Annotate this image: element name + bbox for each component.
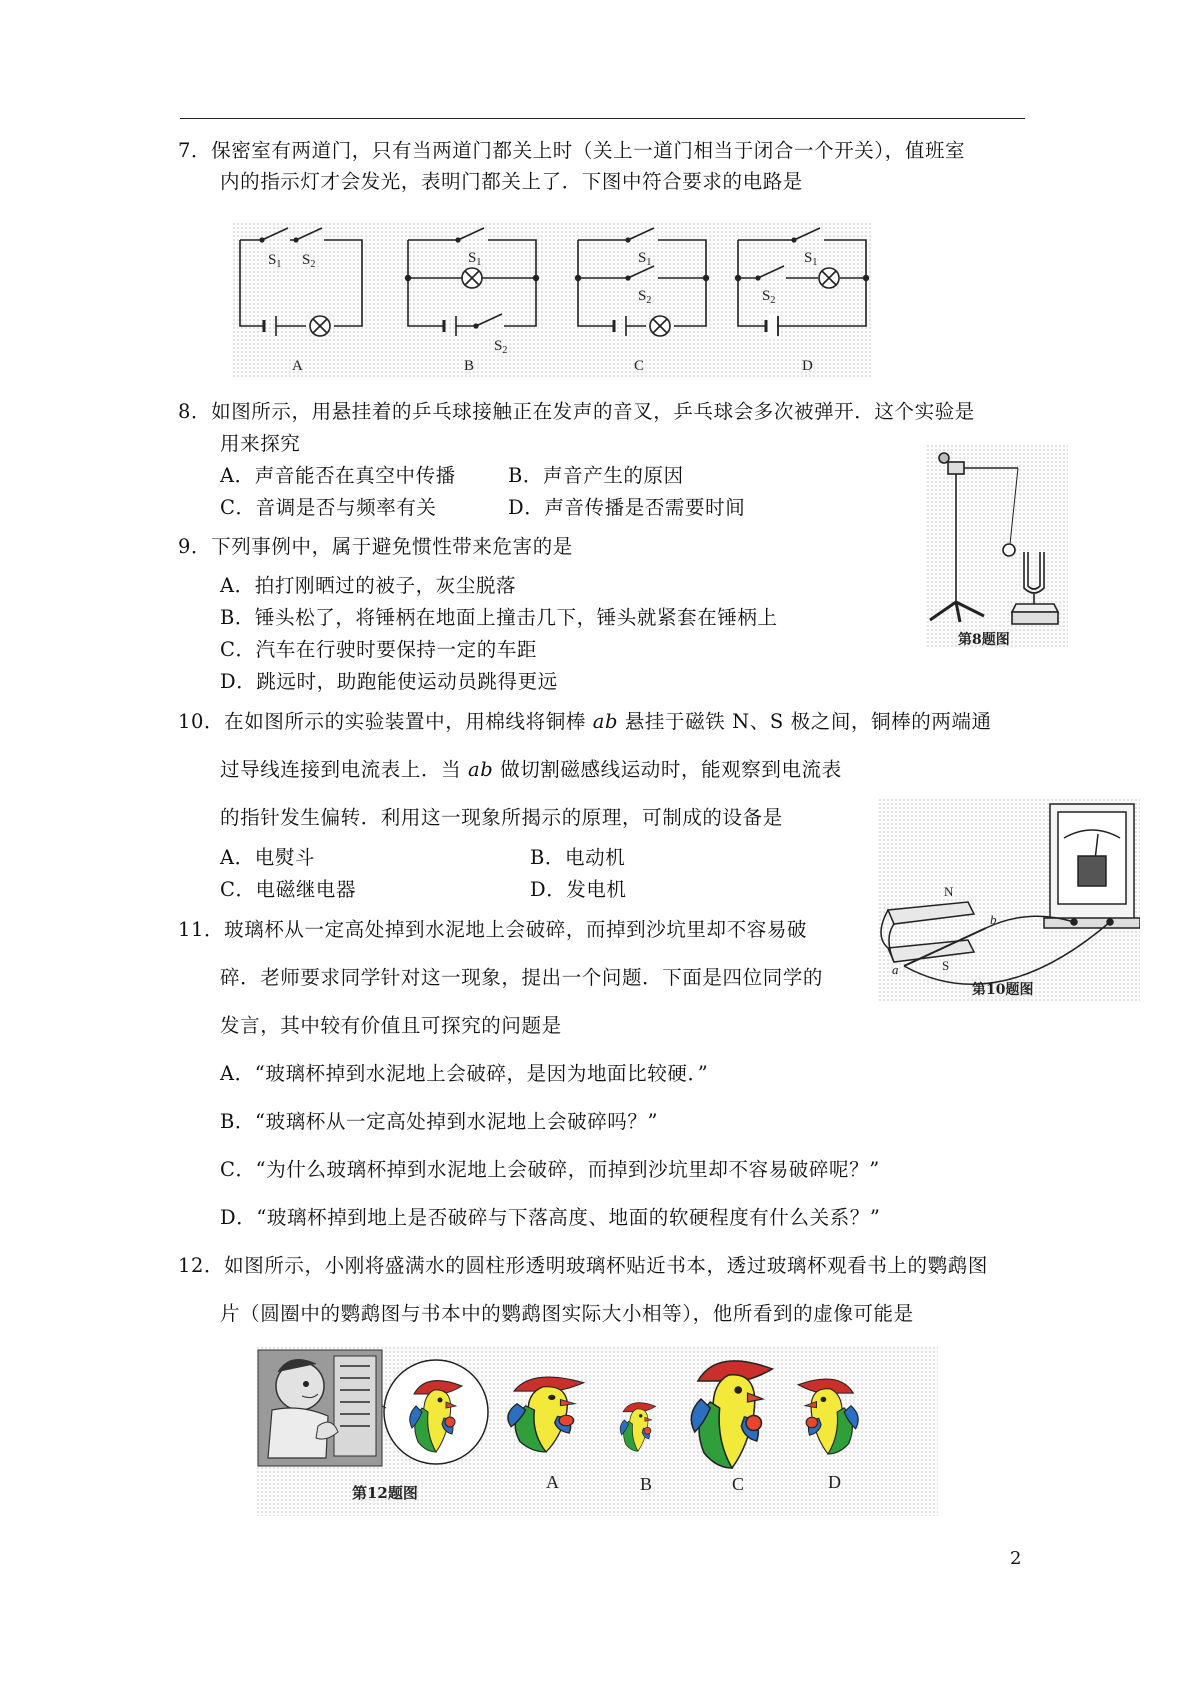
q10-line2-part3: 做切割磁感线运动时，能观察到电流表	[493, 758, 842, 781]
q7-a-s2-label: $S_2$	[302, 252, 316, 270]
q7-circuit-diagrams	[232, 222, 872, 378]
q10-label-n: N	[944, 884, 954, 899]
page-number: 2	[1010, 1548, 1022, 1569]
q12-label-c: C	[732, 1474, 745, 1494]
q10-stem-line1	[178, 708, 992, 736]
q8-stem-line1: 8．如图所示，用悬挂着的乒乓球接触正在发声的音叉，乒乓球会多次被弹开．这个实验是	[178, 400, 975, 423]
q9-option-a: A．拍打刚晒过的被子，灰尘脱落	[220, 574, 517, 597]
q10-line1-part3: 悬挂于磁铁 N、S 极之间，铜棒的两端通	[618, 710, 992, 733]
circuit-b	[406, 228, 539, 336]
header-rule	[180, 118, 1025, 119]
q10-option-c: C．电磁继电器	[220, 878, 357, 901]
q11-option-a: A．“玻璃杯掉到水泥地上会破碎，是因为地面比较硬．”	[220, 1062, 709, 1085]
q12-parrot-images	[256, 1346, 938, 1516]
q7-label-d: D	[802, 358, 813, 374]
q7-b-s2-label: $S_2$	[494, 338, 508, 356]
q8-option-b: B．声音产生的原因	[508, 464, 684, 487]
q12-figure-caption: 第12题图	[352, 1484, 418, 1502]
q8-stem-line2: 用来探究	[220, 432, 301, 455]
q7-label-b: B	[464, 358, 475, 374]
circuit-c	[576, 228, 709, 336]
q11-stem-line3: 发言，其中较有价值且可探究的问题是	[220, 1014, 562, 1037]
q7-d-s1-label: $S_1$	[804, 250, 818, 268]
circuit-a	[240, 228, 362, 336]
q8-option-a: A．声音能否在真空中传播	[220, 464, 456, 487]
q11-option-c: C．“为什么玻璃杯掉到水泥地上会破碎，而掉到沙坑里却不容易破碎呢？”	[220, 1158, 880, 1181]
q8-option-d: D．声音传播是否需要时间	[508, 496, 746, 519]
q7-label-c: C	[634, 358, 645, 374]
q10-stem-line3: 的指针发生偏转．利用这一现象所揭示的原理，可制成的设备是	[220, 806, 783, 829]
q12-option-d-parrot	[798, 1379, 858, 1454]
q12-figure	[256, 1346, 938, 1516]
q11-stem-line2: 碎．老师要求同学针对这一现象，提出一个问题．下面是四位同学的	[220, 966, 824, 989]
q11-stem-line1: 11．玻璃杯从一定高处掉到水泥地上会破碎，而掉到沙坑里却不容易破	[178, 918, 808, 941]
q7-c-s1-label: $S_1$	[638, 250, 652, 268]
q12-option-c-parrot	[691, 1361, 772, 1468]
q12-option-b-parrot	[620, 1403, 656, 1452]
q10-line1-part1: 10．在如图所示的实验装置中，用棉线将铜棒	[178, 710, 593, 733]
q10-option-b: B．电动机	[530, 846, 626, 869]
q12-boy-illustration	[258, 1350, 382, 1466]
q12-stem-line2: 片（圆圈中的鹦鹉图与书本中的鹦鹉图实际大小相等），他所看到的虚像可能是	[220, 1302, 914, 1325]
q11-option-b: B．“玻璃杯从一定高处掉到水泥地上会破碎吗？”	[220, 1110, 659, 1133]
q12-label-b: B	[640, 1474, 653, 1494]
q10-line2-part1: 过导线连接到电流表上．当	[220, 758, 468, 781]
q10-induction-apparatus	[878, 798, 1140, 1002]
q8-figure	[926, 444, 1068, 648]
q10-line2-ab: ab	[468, 758, 494, 781]
q9-stem: 9．下列事例中，属于避免惯性带来危害的是	[178, 535, 573, 558]
q10-label-b: b	[990, 912, 997, 927]
q12-stem-line1: 12．如图所示，小刚将盛满水的圆柱形透明玻璃杯贴近书本，透过玻璃杯观看书上的鹦鹉图	[178, 1254, 988, 1277]
q10-stem-line2	[220, 756, 842, 784]
q8-tuning-fork-apparatus	[926, 444, 1068, 648]
q9-option-b: B．锤头松了，将锤柄在地面上撞击几下，锤头就紧套在锤柄上	[220, 606, 778, 629]
q12-option-a-parrot	[508, 1377, 584, 1452]
q9-option-d: D．跳远时，助跑能使运动员跳得更远	[220, 670, 558, 693]
q9-option-c: C．汽车在行驶时要保持一定的车距	[220, 638, 538, 661]
q10-label-a: a	[892, 962, 899, 977]
q7-c-s2-label: $S_2$	[638, 288, 652, 306]
q8-option-c: C．音调是否与频率有关	[220, 496, 437, 519]
q7-stem-line2: 内的指示灯才会发光，表明门都关上了．下图中符合要求的电路是	[220, 170, 803, 193]
q12-label-a: A	[546, 1472, 559, 1492]
q10-figure-caption: 第10题图	[972, 982, 1034, 998]
q12-label-d: D	[828, 1472, 841, 1492]
q10-option-a: A．电熨斗	[220, 846, 316, 869]
q7-circuit-figure	[232, 222, 872, 378]
q10-figure	[878, 798, 1140, 1002]
q11-option-d: D．“玻璃杯掉到地上是否破碎与下落高度、地面的软硬程度有什么关系？”	[220, 1206, 881, 1229]
q8-figure-caption: 第8题图	[958, 632, 1010, 648]
q7-d-s2-label: $S_2$	[762, 288, 776, 306]
q7-a-s1-label: $S_1$	[268, 252, 282, 270]
circuit-d	[736, 228, 869, 337]
q7-stem-line1: 7．保密室有两道门，只有当两道门都关上时（关上一道门相当于闭合一个开关），值班室	[178, 139, 966, 162]
q10-option-d: D．发电机	[530, 878, 627, 901]
q7-b-s1-label: $S_1$	[468, 250, 482, 268]
q10-label-s: S	[942, 958, 950, 973]
q10-line1-ab: ab	[592, 710, 619, 733]
q7-label-a: A	[292, 358, 303, 374]
